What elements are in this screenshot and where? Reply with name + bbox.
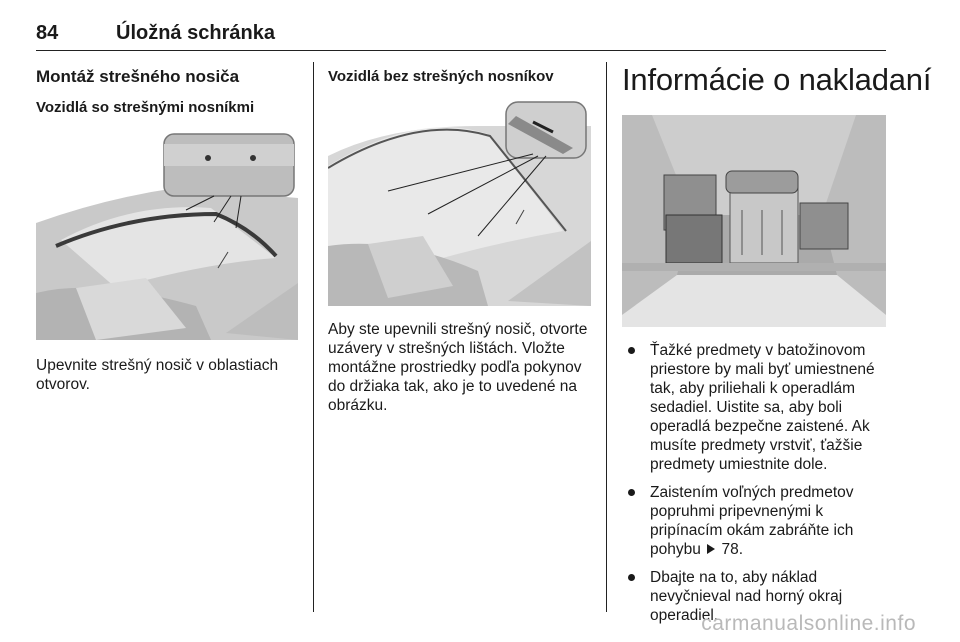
section-heading-loading: Informácie o nakladaní: [622, 62, 932, 97]
list-item: [622, 341, 894, 474]
column-divider-1: [313, 62, 314, 612]
bullet-icon: [628, 489, 635, 496]
roof-without-rails-illustration: [328, 96, 591, 306]
page-reference-link[interactable]: 78.: [721, 541, 744, 558]
subheading-without-rails: Vozidlá bez strešných nosníkov: [328, 68, 554, 85]
page-header: [36, 22, 886, 50]
page-number: 84: [36, 22, 59, 44]
roof-rails-caption: Upevnite strešný nosič v oblastiach otvorov.: [36, 357, 279, 393]
header-rule: [36, 50, 886, 51]
roof-without-rails-text: Aby ste upevnili strešný nosič, otvorte uzávery v strešných lištách. Vložte montážne prostriedky podľa pokynov do držiaka tak, ako je to uvedené na obrázku.: [328, 321, 588, 414]
loading-tips-list: [622, 341, 894, 634]
watermark: carmanualsonline.info: [701, 612, 916, 635]
page-reference-arrow-icon: [707, 544, 715, 554]
bullet-icon: [628, 574, 635, 581]
cargo-loading-illustration: [622, 115, 886, 327]
list-item: [622, 483, 894, 559]
list-item-text: Ťažké predmety v batožinovom priestore by mali byť umiestnené tak, aby priliehali k operadlám sedadiel. Uistite sa, aby boli operadlá bezpečne zaistené. Ak musíte predmety vrstviť, ťažšie predmety umiestnite dole.: [650, 342, 875, 473]
bullet-icon: [628, 347, 635, 354]
list-item-text: Dbajte na to, aby náklad nevyčnieval nad horný okraj operadiel.: [650, 569, 843, 624]
section-heading-roof-rack: Montáž strešného nosiča: [36, 67, 240, 86]
roof-rails-illustration: [36, 128, 298, 340]
subheading-with-rails: Vozidlá so strešnými nosníkmi: [36, 99, 255, 116]
column-divider-2: [606, 62, 607, 612]
list-item-text: Zaistením voľných predmetov popruhmi pripevnenými k pripínacím okám zabráňte ich pohybu: [650, 484, 854, 558]
chapter-title: Úložná schránka: [116, 22, 275, 44]
